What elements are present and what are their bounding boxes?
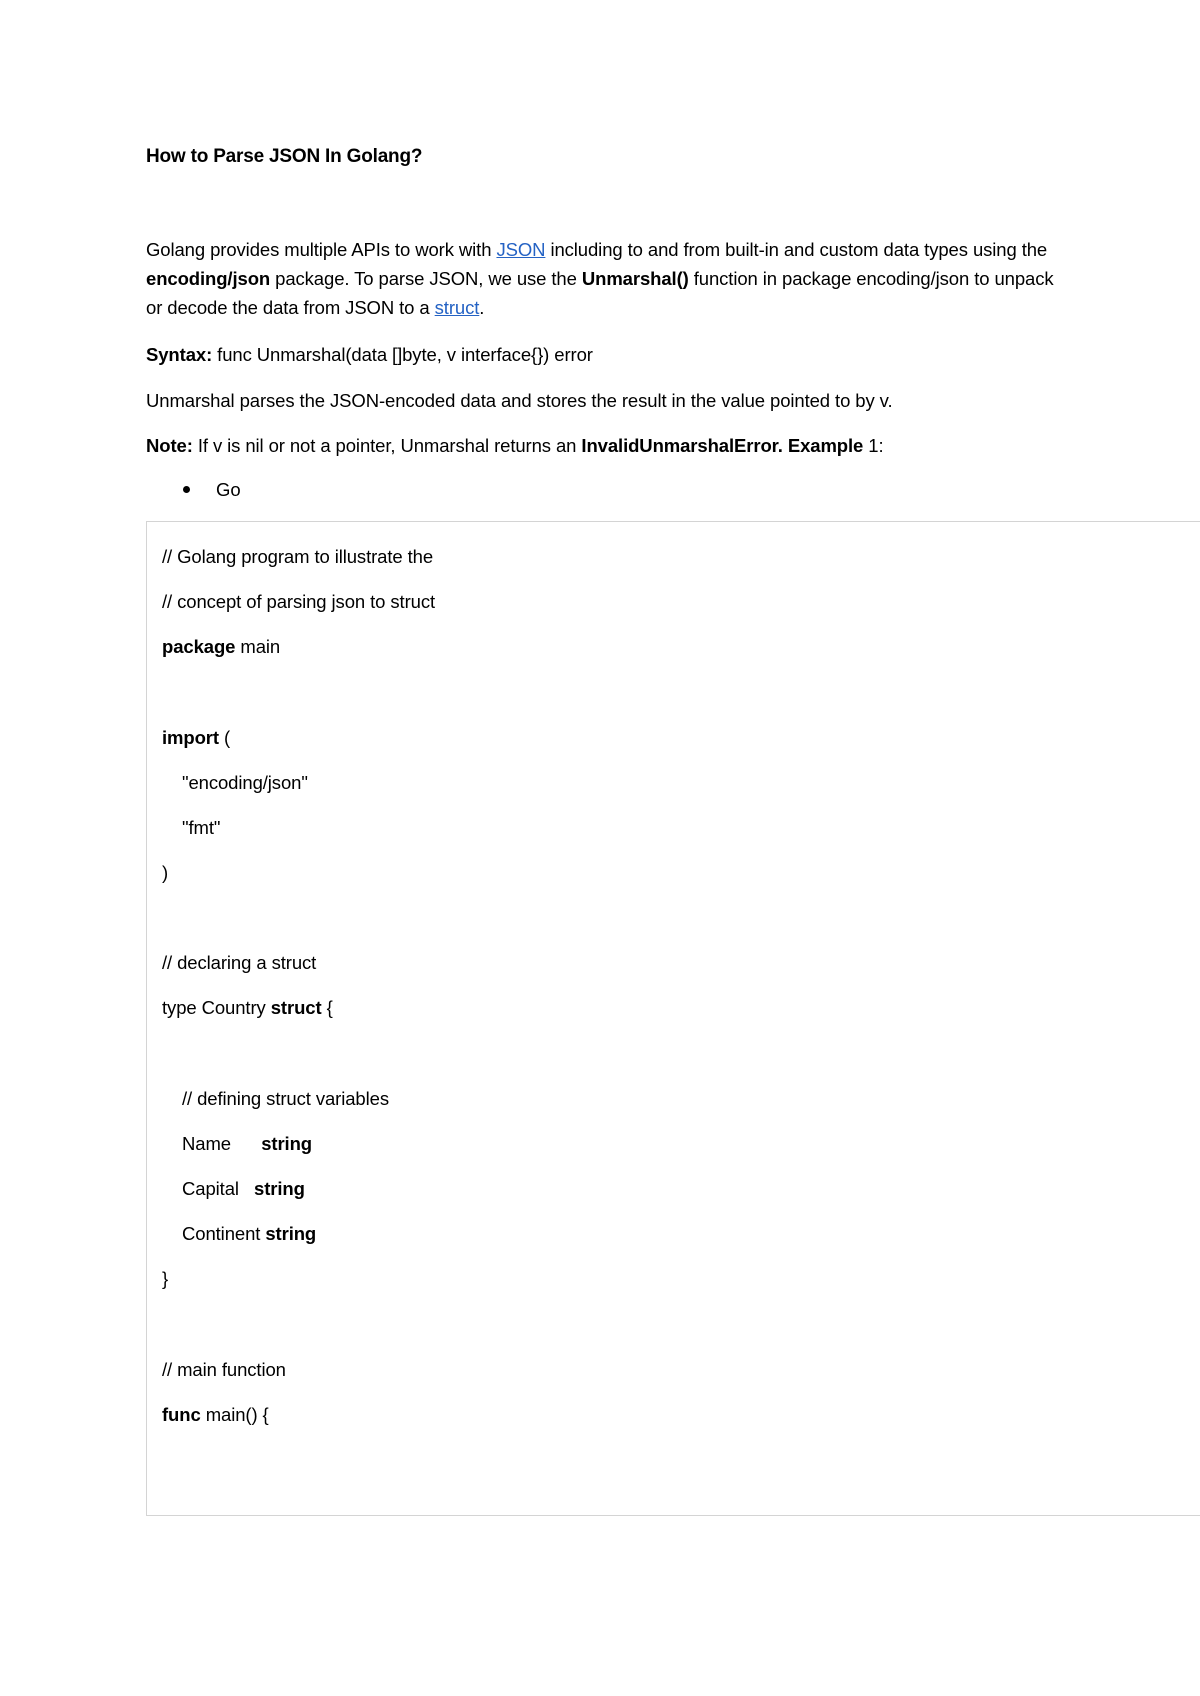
code-line (162, 1221, 316, 1247)
code-text: ( (218, 727, 231, 748)
intro-text-5: . (479, 297, 485, 318)
intro-paragraph (146, 235, 1066, 322)
syntax-paragraph (146, 340, 1066, 369)
bullet-item-go (183, 475, 241, 504)
bullet-dot-icon (183, 486, 190, 493)
code-line (162, 1131, 312, 1157)
code-line: "fmt" (182, 817, 221, 838)
intro-text-4: function in package encoding/json to unpack or decode the data from JSON to a (146, 268, 1054, 318)
code-line: "encoding/json" (182, 772, 308, 793)
code-line: ) (162, 862, 169, 883)
code-text: Name (182, 1133, 262, 1154)
code-text: main (235, 636, 281, 657)
code-line (162, 1176, 305, 1202)
intro-function-name: Unmarshal() (581, 268, 689, 289)
intro-text-1: Golang provides multiple APIs to work with (146, 239, 497, 260)
code-text: Continent (182, 1223, 266, 1244)
bullet-label: Go (216, 479, 241, 500)
page-title: How to Parse JSON In Golang? (146, 146, 423, 167)
code-line (162, 1402, 269, 1428)
note-error-name: InvalidUnmarshalError. (581, 435, 783, 456)
description-paragraph: Unmarshal parses the JSON-encoded data and stores the result in the value pointed to by v. (146, 390, 893, 411)
note-text-3: 1: (863, 435, 884, 456)
struct-link[interactable]: struct (434, 297, 480, 318)
intro-package-name: encoding/json (146, 268, 271, 289)
syntax-text: func Unmarshal(data []byte, v interface{}) error (212, 344, 593, 365)
code-keyword: import (162, 727, 219, 748)
note-example-label: Example (787, 435, 864, 456)
code-line (162, 995, 333, 1021)
code-line: } (162, 1268, 169, 1289)
note-text-1: If v is nil or not a pointer, Unmarshal returns an (192, 435, 582, 456)
code-block (146, 521, 1200, 1516)
note-paragraph (146, 431, 1066, 460)
note-label: Note: (146, 435, 193, 456)
code-text: type Country (162, 997, 271, 1018)
intro-text-3: package. To parse JSON, we use the (270, 268, 582, 289)
code-line (162, 725, 230, 751)
syntax-label: Syntax: (146, 344, 213, 365)
code-keyword: func (162, 1404, 201, 1425)
json-link[interactable]: JSON (496, 239, 546, 260)
code-line: // declaring a struct (162, 952, 317, 973)
intro-text-2: including to and from built-in and custom data types using the (545, 239, 1048, 260)
code-keyword: struct (270, 997, 322, 1018)
code-line (162, 634, 280, 660)
code-keyword: string (265, 1223, 317, 1244)
code-line: // concept of parsing json to struct (162, 591, 436, 612)
code-line: // Golang program to illustrate the (162, 546, 434, 567)
code-text: Capital (182, 1178, 255, 1199)
code-keyword: string (254, 1178, 305, 1199)
code-keyword: string (261, 1133, 312, 1154)
code-text: { (321, 997, 333, 1018)
code-line: // defining struct variables (182, 1088, 389, 1109)
code-keyword: package (162, 636, 236, 657)
code-text: main() { (200, 1404, 269, 1425)
code-line: // main function (162, 1359, 286, 1380)
